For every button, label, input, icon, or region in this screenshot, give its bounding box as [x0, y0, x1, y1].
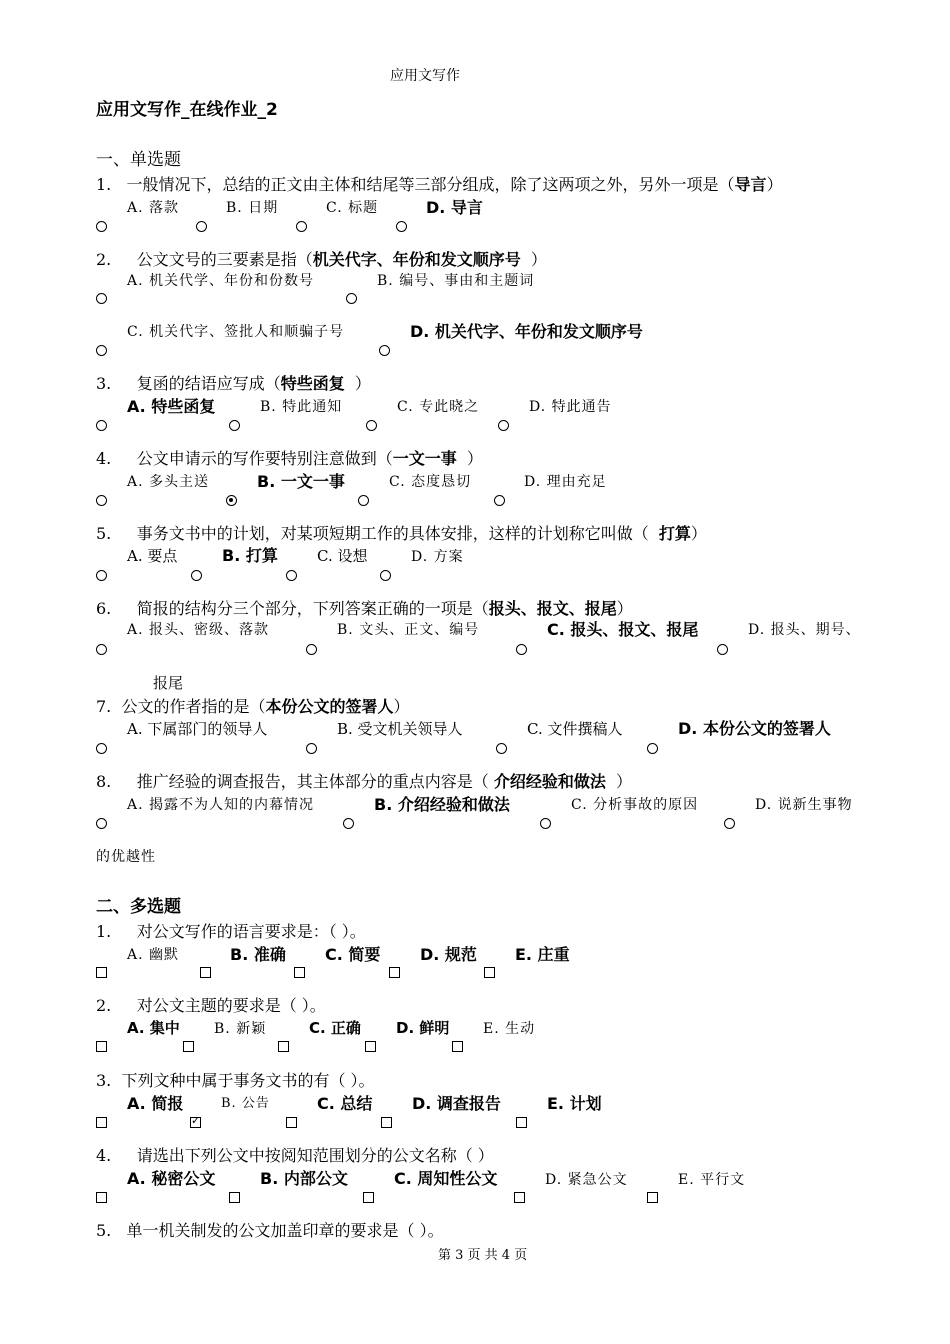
m3-stem: 3. 下列文种中属于事务文书的有（ ）。	[96, 1071, 375, 1090]
m2-checkbox-e[interactable]	[452, 1041, 463, 1052]
q5-answer: 打算	[658, 524, 691, 543]
q4-stem: 4. 公文申请示的写作要特别注意做到（一文一事 ）	[96, 449, 483, 468]
q6-option-c: C. 报头、报文、报尾	[547, 620, 699, 639]
m3-checkbox-b[interactable]	[190, 1117, 201, 1128]
q2-option-d: D. 机关代字、年份和发文顺序号	[410, 322, 643, 341]
q7-radio-b[interactable]	[306, 743, 317, 754]
q6-option-d-wrap: 报尾	[153, 674, 184, 692]
m3-option-e: E. 计划	[547, 1094, 602, 1113]
m1-checkbox-a[interactable]	[96, 967, 107, 978]
q3-option-d: D. 特此通告	[529, 399, 612, 415]
q2-answer: 机关代字、年份和发文顺序号	[312, 250, 521, 269]
m1-checkbox-e[interactable]	[484, 967, 495, 978]
q6-radio-b[interactable]	[306, 644, 317, 655]
m2-checkbox-c[interactable]	[278, 1041, 289, 1052]
q1-option-b: B. 日期	[226, 200, 279, 216]
m4-option-e: E. 平行文	[678, 1172, 746, 1188]
q3-radio-d[interactable]	[498, 420, 509, 431]
m4-checkbox-c[interactable]	[363, 1192, 374, 1203]
m1-checkbox-d[interactable]	[389, 967, 400, 978]
m3-option-d: D. 调查报告	[412, 1094, 501, 1113]
m4-option-c: C. 周知性公文	[394, 1169, 498, 1188]
page-title: 应用文写作_在线作业_2	[96, 100, 278, 120]
m2-checkbox-d[interactable]	[365, 1041, 376, 1052]
q4-answer: 一文一事	[392, 449, 457, 468]
q8-radio-c[interactable]	[540, 818, 551, 829]
q8-option-a: A. 揭露不为人知的内幕情况	[127, 797, 315, 813]
q7-radio-d[interactable]	[647, 743, 658, 754]
m1-option-b: B. 准确	[230, 945, 286, 964]
q7-option-a: A. 下属部门的领导人	[127, 720, 268, 738]
q8-stem: 8. 推广经验的调查报告，其主体部分的重点内容是（ 介绍经验和做法 ）	[96, 772, 633, 791]
m1-checkbox-c[interactable]	[294, 967, 305, 978]
q3-option-b: B. 特此通知	[260, 399, 343, 415]
m4-checkbox-b[interactable]	[229, 1192, 240, 1203]
q6-radio-d[interactable]	[717, 644, 728, 655]
q8-option-c: C. 分析事故的原因	[571, 797, 699, 813]
section-single-choice: 一、单选题	[96, 150, 181, 170]
q6-stem: 6. 简报的结构分三个部分，下列答案正确的一项是（报头、报文、报尾）	[96, 599, 633, 618]
m3-checkbox-a[interactable]	[96, 1117, 107, 1128]
q1-answer: 导言	[734, 175, 767, 194]
m1-stem: 1. 对公文写作的语言要求是：（ ）。	[96, 922, 366, 941]
q2-option-c: C. 机关代字、签批人和顺骗子号	[127, 324, 345, 340]
q1-radio-c[interactable]	[296, 221, 307, 232]
m3-option-c: C. 总结	[317, 1094, 373, 1113]
m3-option-a: A. 简报	[127, 1094, 184, 1113]
q3-radio-c[interactable]	[366, 420, 377, 431]
m3-option-b: B. 公告	[221, 1096, 270, 1111]
q5-stem: 5. 事务文书中的计划，对某项短期工作的具体安排，这样的计划称它叫做（ 打算）	[96, 524, 707, 543]
m4-option-a: A. 秘密公文	[127, 1169, 216, 1188]
m1-option-a: A. 幽默	[127, 947, 180, 963]
q8-option-d-wrap: 的优越性	[96, 849, 156, 865]
q1-radio-d[interactable]	[396, 221, 407, 232]
q7-stem: 7. 公文的作者指的是（本份公文的签署人）	[96, 697, 410, 716]
q7-option-d: D. 本份公文的签署人	[678, 719, 831, 738]
q1-option-a: A. 落款	[127, 200, 180, 216]
q7-answer: 本份公文的签署人	[265, 697, 394, 716]
m2-option-c: C. 正确	[309, 1019, 361, 1037]
q6-radio-c[interactable]	[516, 644, 527, 655]
q7-radio-c[interactable]	[496, 743, 507, 754]
q4-radio-b[interactable]	[226, 495, 237, 506]
q8-option-d: D. 说新生事物	[755, 797, 853, 813]
q8-option-b: B. 介绍经验和做法	[374, 795, 510, 814]
q8-radio-a[interactable]	[96, 818, 107, 829]
q6-radio-a[interactable]	[96, 644, 107, 655]
q2-stem: 2. 公文文号的三要素是指（机关代字、年份和发文顺序号 ）	[96, 250, 547, 269]
q7-option-b: B. 受文机关领导人	[337, 720, 463, 738]
q6-option-b: B. 文头、正文、编号	[337, 622, 480, 638]
q1-radio-b[interactable]	[196, 221, 207, 232]
q4-radio-d[interactable]	[494, 495, 505, 506]
q1-option-c: C. 标题	[326, 200, 379, 216]
m4-checkbox-d[interactable]	[514, 1192, 525, 1203]
q5-option-a: A. 要点	[127, 547, 178, 565]
q5-radio-d[interactable]	[380, 570, 391, 581]
m5-stem: 5. 单一机关制发的公文加盖印章的要求是（ ）。	[96, 1221, 444, 1240]
q4-option-a: A. 多头主送	[127, 474, 210, 490]
m1-checkbox-b[interactable]	[200, 967, 211, 978]
q7-radio-a[interactable]	[96, 743, 107, 754]
m4-checkbox-e[interactable]	[647, 1192, 658, 1203]
section-multiple-choice: 二、多选题	[96, 897, 181, 917]
q2-option-b: B. 编号、事由和主题词	[377, 273, 535, 289]
m2-option-b: B. 新颖	[214, 1021, 267, 1037]
q2-radio-a[interactable]	[96, 293, 107, 304]
q6-option-a: A. 报头、密级、落款	[127, 622, 270, 638]
m2-option-a: A. 集中	[127, 1019, 180, 1037]
q4-option-c: C. 态度恳切	[389, 474, 472, 490]
q3-stem: 3. 复函的结语应写成（特些函复 ）	[96, 374, 371, 393]
q1-option-d: D. 导言	[426, 198, 483, 217]
q8-radio-b[interactable]	[343, 818, 354, 829]
m2-checkbox-a[interactable]	[96, 1041, 107, 1052]
q6-answer: 报头、报文、报尾	[488, 599, 617, 618]
m4-stem: 4. 请选出下列公文中按阅知范围划分的公文名称（ ）	[96, 1146, 494, 1165]
m2-stem: 2. 对公文主题的要求是（ ）。	[96, 996, 326, 1015]
m1-option-d: D. 规范	[420, 945, 477, 964]
q2-radio-c[interactable]	[96, 345, 107, 356]
q6-option-d: D. 报头、期号、	[748, 622, 861, 638]
page-footer: 第 3 页 共 4 页	[438, 1248, 528, 1263]
q5-option-d: D. 方案	[411, 549, 464, 565]
m2-option-e: E. 生动	[483, 1021, 536, 1037]
q4-radio-a[interactable]	[96, 495, 107, 506]
page-header: 应用文写作	[390, 68, 460, 84]
q7-option-c: C. 文件撰稿人	[527, 720, 623, 738]
m1-option-c: C. 简要	[325, 945, 381, 964]
q4-option-b: B. 一文一事	[257, 472, 345, 491]
q4-radio-c[interactable]	[358, 495, 369, 506]
m2-checkbox-b[interactable]	[183, 1041, 194, 1052]
m4-checkbox-a[interactable]	[96, 1192, 107, 1203]
m2-option-d: D. 鲜明	[396, 1019, 450, 1037]
q2-radio-d[interactable]	[379, 345, 390, 356]
q5-radio-a[interactable]	[96, 570, 107, 581]
q1-radio-a[interactable]	[96, 221, 107, 232]
m3-checkbox-e[interactable]	[516, 1117, 527, 1128]
q2-radio-b[interactable]	[346, 293, 357, 304]
q2-option-a: A. 机关代学、年份和份数号	[127, 273, 315, 289]
m3-checkbox-d[interactable]	[381, 1117, 392, 1128]
q3-option-c: C. 专此晓之	[397, 399, 480, 415]
q8-answer: 介绍经验和做法	[493, 772, 606, 791]
q3-radio-b[interactable]	[229, 420, 240, 431]
m4-option-b: B. 内部公文	[260, 1169, 348, 1188]
q3-option-a: A. 特些函复	[127, 397, 216, 416]
q1-stem: 1. 一般情况下，总结的正文由主体和结尾等三部分组成，除了这两项之外，另外一项是（导言）	[96, 175, 783, 194]
q5-radio-b[interactable]	[191, 570, 202, 581]
q5-option-c: C. 设想	[317, 547, 368, 565]
q4-option-d: D. 理由充足	[524, 474, 607, 490]
m3-checkbox-c[interactable]	[286, 1117, 297, 1128]
q3-answer: 特些函复	[280, 374, 345, 393]
q5-option-b: B. 打算	[222, 546, 278, 565]
q8-radio-d[interactable]	[724, 818, 735, 829]
m1-option-e: E. 庄重	[515, 945, 570, 964]
q5-radio-c[interactable]	[286, 570, 297, 581]
m4-option-d: D. 紧急公文	[545, 1172, 628, 1188]
q3-radio-a[interactable]	[96, 420, 107, 431]
